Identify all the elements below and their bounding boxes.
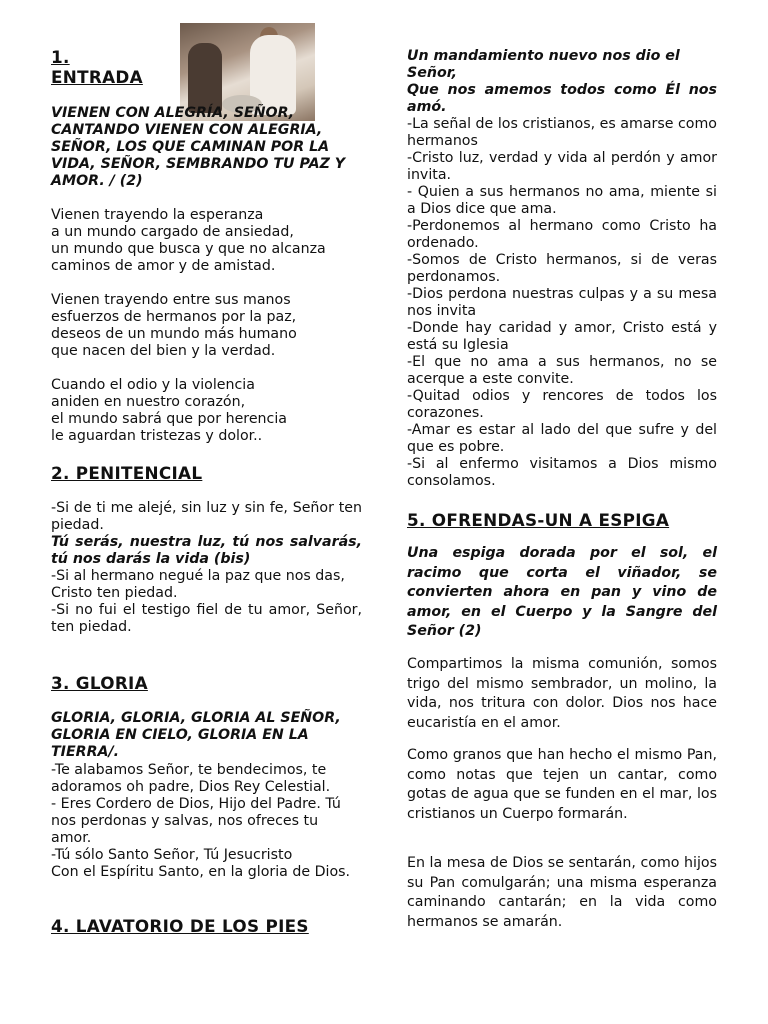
section-1-number: 1. [51,47,70,67]
verse-line: -Cristo luz, verdad y vida al perdón y amor invita. [407,150,717,183]
penitencial-body [51,500,362,636]
entrada-verse-2 [51,292,362,360]
entrada-verse-1 [51,207,362,275]
lavatorio-body [407,116,717,490]
entrada-verse-3 [51,377,362,445]
verse-line: -Quitad odios y rencores de todos los corazones. [407,388,717,421]
refrain-line: Que nos amemos todos como Él nos amó. [407,82,717,115]
verse-line: que nacen del bien y la verdad. [51,343,276,359]
verse-line: aniden en nuestro corazón, [51,394,246,410]
verse-line: a un mundo cargado de ansiedad, [51,224,294,240]
verse-line: -Somos de Cristo hermanos, si de veras perdonamos. [407,252,717,285]
ofrendas-verse-3: En la mesa de Dios se sentarán, como hijos su Pan comulgarán; una misma esperanza caminando cantarán; en la vida como hermanos se amarán. [407,855,717,930]
section-5-heading: 5. OFRENDAS-UN A ESPIGA [407,510,670,530]
refrain-line: Un mandamiento nuevo nos dio el Señor, [407,48,680,81]
verse-line: esfuerzos de hermanos por la paz, [51,309,297,325]
penitencial-refrain: Tú serás, nuestra luz, tú nos salvarás, tú nos darás la vida (bis) [51,534,362,567]
verse-line: -Si de ti me alejé, sin luz y sin fe, Señor ten piedad. [51,500,362,533]
verse-line: -Dios perdona nuestras culpas y a su mesa nos invita [407,286,717,319]
verse-line: -Si no fui el testigo fiel de tu amor, Señor, ten piedad. [51,602,362,635]
lavatorio-refrain [407,48,717,116]
verse-line: -Tú sólo Santo Señor, Tú Jesucristo [51,847,293,863]
verse-line: un mundo que busca y que no alcanza [51,241,326,257]
section-2-heading: 2. PENITENCIAL [51,463,203,483]
verse-line: -Donde hay caridad y amor, Cristo está y está su Iglesia [407,320,717,353]
verse-line: -El que no ama a sus hermanos, no se acerque a este convite. [407,354,717,387]
ofrendas-refrain: Una espiga dorada por el sol, el racimo que corta el viñador, se convierten ahora en pan y vino de amor, en el Cuerpo y la Sangre del Señor (2) [407,545,717,639]
verse-line: -Amar es estar al lado del que sufre y del que es pobre. [407,422,717,455]
verse-line: Cristo ten piedad. [51,585,178,601]
verse-line: Cuando el odio y la violencia [51,377,255,393]
verse-line: -Perdonemos al hermano como Cristo ha ordenado. [407,218,717,251]
verse-line: -La señal de los cristianos, es amarse como hermanos [407,116,717,149]
ofrendas-verse-1: Compartimos la misma comunión, somos trigo del mismo sembrador, un molino, la vida, nos tritura con dolor. Dios nos hace eucaristía en el amor. [407,656,717,731]
verse-line: Vienen trayendo entre sus manos [51,292,291,308]
section-4-heading: 4. LAVATORIO DE LOS PIES [51,916,309,936]
verse-line: -Te alabamos Señor, te bendecimos, te adoramos oh padre, Dios Rey Celestial. [51,762,331,795]
section-3-heading: 3. GLORIA [51,673,148,693]
gloria-refrain: GLORIA, GLORIA, GLORIA AL SEÑOR, GLORIA EN CIELO, GLORIA EN LA TIERRA/. [51,710,341,760]
verse-line: el mundo sabrá que por herencia [51,411,287,427]
verse-line: Vienen trayendo la esperanza [51,207,264,223]
verse-line: - Quien a sus hermanos no ama, miente si a Dios dice que ama. [407,184,717,217]
ofrendas-verse-2: Como granos que han hecho el mismo Pan, como notas que tejen un cantar, como gotas de agua que se funden en el mar, los cristianos un Cuerpo formarán. [407,747,717,822]
kneeling-figure [188,43,222,113]
verse-line: deseos de un mundo más humano [51,326,297,342]
verse-line: le aguardan tristezas y dolor.. [51,428,263,444]
verse-line: - Eres Cordero de Dios, Hijo del Padre. Tú nos perdonas y salvas, nos ofreces tu amor. [51,796,341,846]
entrada-refrain: VIENEN CON ALEGRÍA, SEÑOR, CANTANDO VIENEN CON ALEGRIA, SEÑOR, LOS QUE CAMINAN POR LA VIDA, SEÑOR, SEMBRANDO TU PAZ Y AMOR. / (2) [51,105,346,189]
verse-line: -Si al enfermo visitamos a Dios mismo consolamos. [407,456,717,489]
verse-line: Con el Espíritu Santo, en la gloria de Dios. [51,864,351,880]
gloria-body [51,762,362,881]
verse-line: caminos de amor y de amistad. [51,258,276,274]
verse-line: -Si al hermano negué la paz que nos das, [51,568,345,584]
section-1-title: ENTRADA [51,67,143,87]
section-1-heading [51,47,161,87]
